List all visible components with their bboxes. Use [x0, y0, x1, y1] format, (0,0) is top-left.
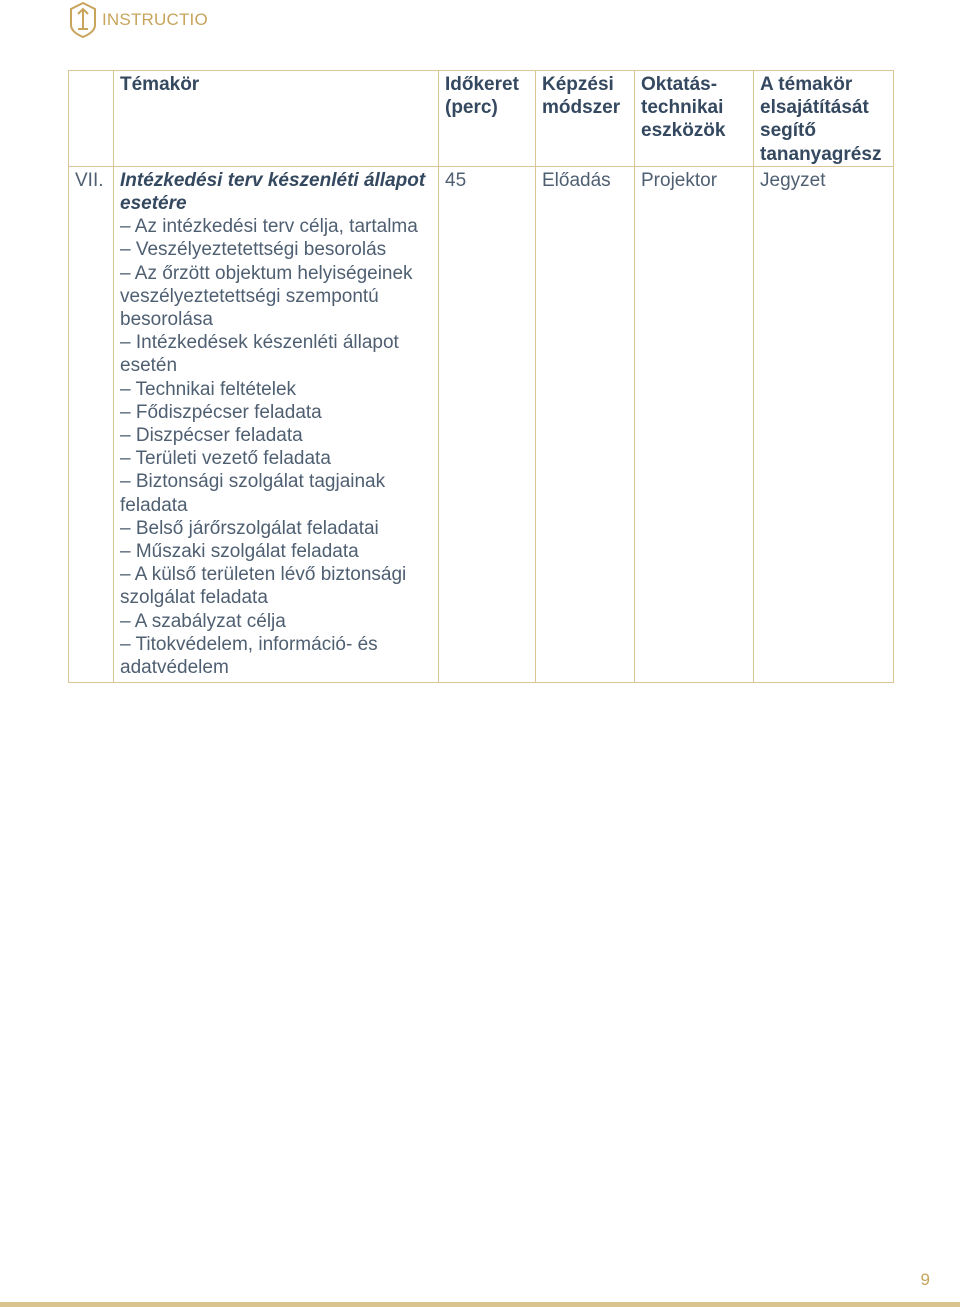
table-header-row: [69, 71, 894, 167]
header-material: A témakör elsajátítását segítő tananyagrész: [754, 71, 894, 167]
logo-text: INSTRUCTIO: [102, 10, 208, 29]
topic-item: – Biztonsági szolgálat tagjainak feladata: [120, 471, 386, 516]
row-number: VII.: [69, 166, 114, 682]
header-tools: Oktatás-technikai eszközök: [635, 71, 754, 167]
header-method: Képzési módszer: [536, 71, 635, 167]
topic-item: – A szabályzat célja: [120, 610, 286, 632]
topic-item: – Titokvédelem, információ- és adatvédelem: [120, 633, 378, 679]
topic-item: – Intézkedések készenléti állapot esetén: [120, 332, 399, 377]
topic-item: – Technikai feltételek: [120, 378, 297, 400]
topic-item: – Műszaki szolgálat feladata: [120, 541, 359, 563]
shield-arrow-icon: [68, 1, 98, 39]
row-topic: [114, 166, 439, 682]
row-tools: Projektor: [635, 166, 754, 682]
topic-item: – Diszpécser feladata: [120, 425, 303, 447]
topic-item: – Belső járőrszolgálat feladatai: [120, 517, 379, 539]
topic-item: – Területi vezető feladata: [120, 448, 331, 470]
topic-item: – Veszélyeztetettségi besorolás: [120, 239, 387, 261]
curriculum-table: [68, 70, 894, 683]
header-time: Időkeret (perc): [439, 71, 536, 167]
logo: [68, 0, 208, 40]
header-topic: Témakör: [114, 71, 439, 167]
header-number: [69, 71, 114, 167]
page-number: 9: [920, 1270, 930, 1289]
footer-bar: [0, 1302, 960, 1307]
table-row: [69, 166, 894, 682]
topic-title: Intézkedési terv készenléti állapot esetére: [120, 169, 426, 215]
row-time: 45: [439, 166, 536, 682]
topic-item: – Fődiszpécser feladata: [120, 401, 322, 423]
row-material: Jegyzet: [754, 166, 894, 682]
topic-item: – Az intézkedési terv célja, tartalma: [120, 216, 418, 238]
topic-item: – A külső területen lévő biztonsági szolgálat feladata: [120, 564, 407, 609]
row-method: Előadás: [536, 166, 635, 682]
topic-item: – Az őrzött objektum helyiségeinek veszélyeztetettségi szempontú besorolása: [120, 262, 413, 331]
